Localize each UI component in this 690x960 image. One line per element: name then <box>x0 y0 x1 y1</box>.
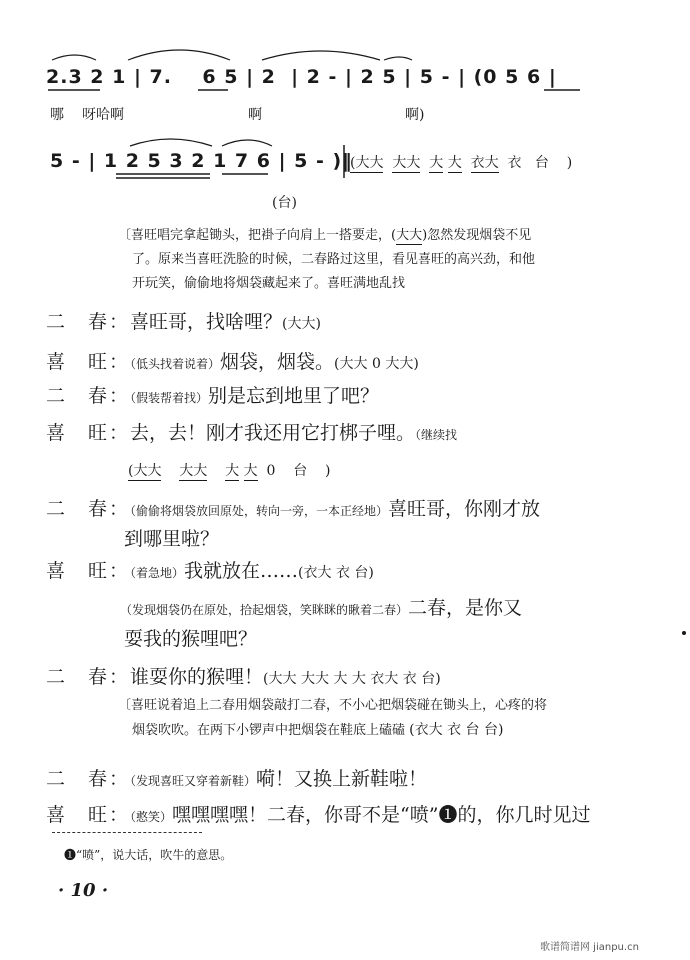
stage-note-1-line2: 了。原来当喜旺洗脸的时候，二春路过这里，看见喜旺的高兴劲，和他 <box>132 252 536 267</box>
footnote: ❶“喷”，说大话，吹牛的意思。 <box>64 848 233 862</box>
perc-da-2: 大 <box>243 463 258 479</box>
speaker: 二 春： <box>46 498 131 520</box>
perc-dada-1: (大大 <box>350 155 384 171</box>
perc-da-2: 大 <box>447 155 462 171</box>
stage-direction: （继续找 <box>415 428 458 442</box>
watermark: 歌谱简谱网 jianpu.cn <box>540 942 639 953</box>
stage-direction: （发现烟袋仍在原处，拾起烟袋，笑眯眯的瞅着二春） <box>120 603 409 617</box>
dialogue-text: 谁耍你的猴哩！ <box>130 666 264 688</box>
score-line1-lyric-1: 哪 <box>50 107 64 123</box>
score-line2-notes: 5 - | 1 2 5 3 2 1 7 6 | 5 - )‖ <box>50 150 353 172</box>
score-line1-lyric-2: 呀哈啊 <box>82 107 124 123</box>
perc-dada-1: (大大 <box>128 463 162 479</box>
page-number: · 10 · <box>58 880 109 901</box>
perc-da-1: 大 <box>429 155 444 171</box>
speaker: 二 春： <box>46 311 131 333</box>
speaker: 喜 旺： <box>46 560 131 582</box>
dialogue-text: 嗬！又换上新鞋啦！ <box>256 768 428 790</box>
speaker: 喜 旺： <box>46 351 131 373</box>
dialogue-text: 喜旺哥，你刚才放 <box>388 498 541 520</box>
stage-note-2-line1: 〔喜旺说着追上二春用烟袋敲打二春，不小心把烟袋碰在锄头上，心疼的将 <box>118 698 548 713</box>
dialogue-line-7-cont: 耍我的猴哩吧？ <box>124 628 258 650</box>
perc-yida: 衣大 <box>470 155 499 171</box>
dialogue-perc: (大大) <box>282 316 321 332</box>
dialogue-text: 去，去！刚才我还用它打梆子哩。 <box>130 422 416 444</box>
dialogue-text: 别是忘到地里了吧？ <box>208 385 380 407</box>
score-line1-lyric-4: 啊) <box>405 107 425 123</box>
dialogue-perc: (大大 大大 大 大 衣大 衣 台) <box>263 671 441 687</box>
score-line2-tai: (台) <box>272 195 297 211</box>
dialogue-perc: (衣大 衣 台) <box>298 565 374 581</box>
score-line1-notes: 2.3 2 1 | 7. 6 5 | 2 | 2 - | 2 5 | 5 - | (0 5 6 | <box>46 66 557 88</box>
dialogue-line-5-cont: 到哪里啦？ <box>124 528 220 550</box>
stage-note-2-perc: (衣大 衣 台 台) <box>409 722 504 738</box>
dialogue-text: 嘿嘿嘿嘿！二春，你哥不是“喷”❶的，你几时见过 <box>172 804 591 826</box>
stage-direction: （着急地） <box>130 566 185 580</box>
dialogue-perc: (大大 0 大大) <box>334 356 419 372</box>
stage-direction: （憨笑） <box>130 810 173 824</box>
stage-direction: （低头找着说着） <box>130 357 221 371</box>
speaker: 二 春： <box>46 768 131 790</box>
score-line1-lyric-3: 啊 <box>248 107 262 123</box>
perc-rest: 0 <box>266 463 276 479</box>
speaker: 喜 旺： <box>46 804 131 826</box>
perc-dada-2: 大大 <box>179 463 208 479</box>
speaker: 二 春： <box>46 666 131 688</box>
stage-note-1-line1: 〔喜旺唱完拿起锄头，把褂子向肩上一搭要走， <box>118 228 392 243</box>
stage-note-1-perc: (大大) <box>391 228 428 243</box>
dialogue-text: 喜旺哥，找啥哩？ <box>130 311 283 333</box>
stage-note-1-line3: 开玩笑，偷偷地将烟袋藏起来了。喜旺满地乱找 <box>132 276 406 291</box>
stage-direction: （假装帮着找） <box>130 391 209 405</box>
perc-close: ) <box>566 155 573 171</box>
perc-da-1: 大 <box>225 463 240 479</box>
perc-yi: 衣 <box>507 155 522 171</box>
stage-direction: （发现喜旺又穿着新鞋） <box>130 774 257 788</box>
dialogue-text: 烟袋，烟袋。 <box>220 351 335 373</box>
dialogue-text: 我就放在…… <box>184 560 299 582</box>
speaker: 二 春： <box>46 385 131 407</box>
dialogue-text: 二春，是你又 <box>408 597 523 619</box>
stage-note-2-line2: 烟袋吹吹。在两下小锣声中把烟袋在鞋底上磕磕 (衣大 衣 台 台) <box>132 722 504 738</box>
perc-dada-2: 大大 <box>392 155 421 171</box>
stage-note-1-line1-end: 忽然发现烟袋不见 <box>427 228 532 243</box>
speaker: 喜 旺： <box>46 422 131 444</box>
perc-tai: 台 <box>293 463 308 479</box>
stage-direction: （偷偷将烟袋放回原处，转向一旁，一本正经地） <box>130 504 389 518</box>
perc-tai: 台 <box>534 155 549 171</box>
perc-close: ) <box>325 463 331 479</box>
